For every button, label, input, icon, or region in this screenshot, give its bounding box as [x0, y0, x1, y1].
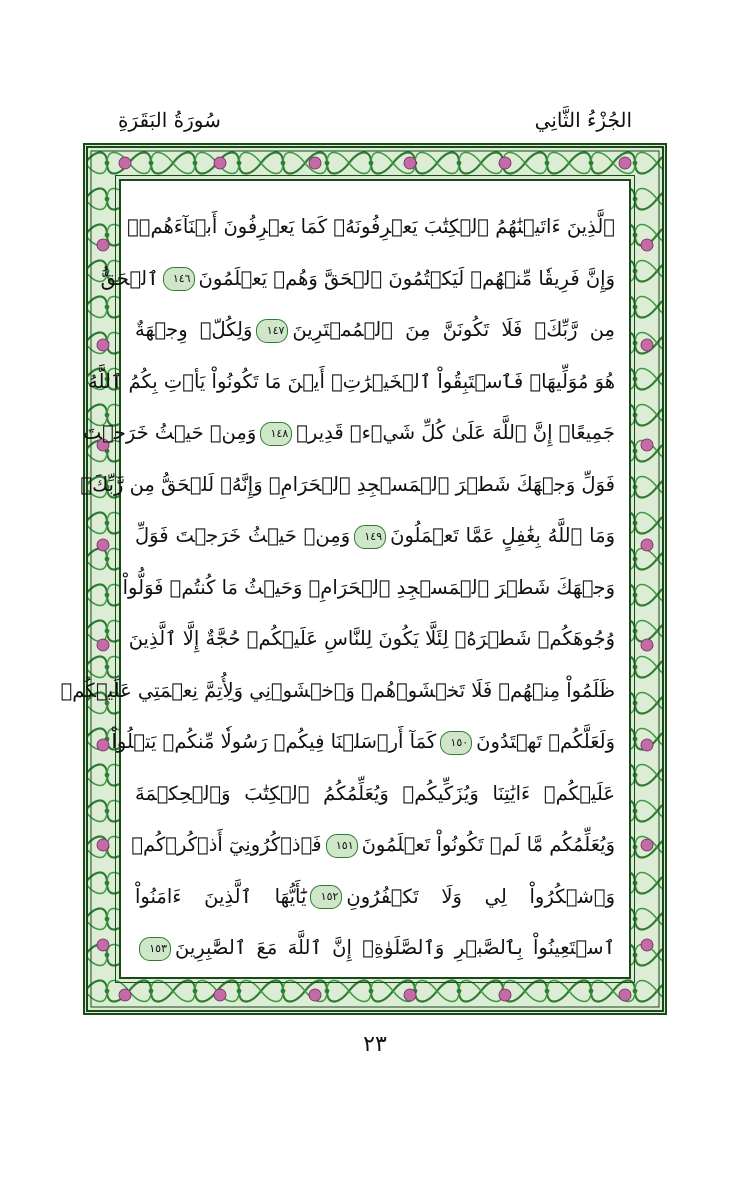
flower-right-6 — [641, 739, 653, 751]
verse-line — [88, 356, 615, 408]
verse-text: عَلَيۡكُمۡ ءَايَٰتِنَا وَيُزَكِّيكُمۡ وَيُعَلِّمُكُمُ ٱلۡكِتَٰبَ وَٱلۡحِكۡمَةَ — [135, 781, 615, 805]
flower-left-4 — [97, 539, 109, 551]
flower-top-3 — [309, 157, 321, 169]
verse-line — [122, 562, 615, 614]
verse-text: هُوَ مُوَلِّيهَاۖ فَٱسۡتَبِقُواْ ٱلۡخَيۡرَٰتِۚ أَيۡنَ مَا تَكُونُواْ يَأۡتِ بِكُمُ ٱللَّهُ — [88, 369, 615, 393]
verse-line — [100, 253, 615, 305]
page-number: ٢٣ — [363, 1032, 387, 1057]
juz-name: الجُزْءُ الثَّانِي — [534, 108, 632, 132]
flower-right-7 — [641, 839, 653, 851]
ayah-number-marker: ١٥١ — [326, 834, 358, 858]
flower-left-1 — [97, 239, 109, 251]
verse-text: ٱسۡتَعِينُواْ بِٱلصَّبۡرِ وَٱلصَّلَوٰةِۚ إِنَّ ٱللَّهَ مَعَ ٱلصَّٰبِرِينَ — [175, 936, 615, 959]
verse-text-continued: فَٱذۡكُرُونِيٓ أَذۡكُرۡكُمۡ — [131, 833, 322, 856]
ayah-number-marker: ١٤٧ — [256, 319, 288, 343]
ayah-number-marker: ١٥٢ — [310, 885, 342, 909]
verse-text: وَمَا ٱللَّهُ بِغَٰفِلٍ عَمَّا تَعۡمَلُونَ — [390, 524, 615, 547]
flower-right-2 — [641, 339, 653, 351]
flower-bottom-1 — [119, 989, 131, 1001]
flower-top-6 — [619, 157, 631, 169]
verse-text: مِن رَّبِّكَۖ فَلَا تَكُونَنَّ مِنَ ٱلۡمُمۡتَرِينَ — [292, 318, 615, 341]
verse-text-continued: وَمِنۡ حَيۡثُ خَرَجۡتَ — [82, 421, 257, 444]
verse-text-continued: وَلِكُلّٖ وِجۡهَةٌ — [135, 318, 253, 341]
flower-left-7 — [97, 839, 109, 851]
ayah-number-marker: ١٤٨ — [260, 422, 292, 446]
verse-line — [128, 613, 615, 665]
verse-line — [135, 768, 615, 820]
flower-right-3 — [641, 439, 653, 451]
ayah-number-marker: ١٥٣ — [139, 937, 171, 961]
ayah-number-marker: ١٤٦ — [163, 267, 195, 291]
verse-text: وَجۡهَكَ شَطۡرَ ٱلۡمَسۡجِدِ ٱلۡحَرَامِۚ وَحَيۡثُ مَا كُنتُمۡ فَوَلُّواْ — [122, 575, 615, 599]
verse-text-continued: ٱلۡحَقُّ — [100, 266, 159, 290]
flower-top-2 — [214, 157, 226, 169]
flower-bottom-3 — [309, 989, 321, 1001]
verse-line — [135, 510, 615, 562]
flower-right-4 — [641, 539, 653, 551]
verse-line — [135, 304, 615, 356]
flower-bottom-2 — [214, 989, 226, 1001]
flower-top-4 — [404, 157, 416, 169]
flower-bottom-6 — [619, 989, 631, 1001]
verse-text: وُجُوهَكُمۡ شَطۡرَهُۥ لِئَلَّا يَكُونَ لِلنَّاسِ عَلَيۡكُمۡ حُجَّةٌ إِلَّا ٱلَّذِينَ — [128, 627, 615, 650]
verse-text: جَمِيعًاۚ إِنَّ ٱللَّهَ عَلَىٰ كُلِّ شَيۡءٖ قَدِيرٞ — [296, 421, 615, 444]
flower-left-5 — [97, 639, 109, 651]
flower-top-1 — [119, 157, 131, 169]
verse-line — [131, 819, 615, 871]
verse-line — [111, 716, 615, 768]
verse-text: وَٱشۡكُرُواْ لِي وَلَا تَكۡفُرُونِ — [346, 884, 616, 908]
verse-line — [60, 665, 615, 717]
verse-line — [127, 201, 615, 253]
verse-text: ٱلَّذِينَ ءَاتَيۡنَٰهُمُ ٱلۡكِتَٰبَ يَعۡرِفُونَهُۥ كَمَا يَعۡرِفُونَ أَبۡنَآءَهُمۡۖ — [127, 215, 615, 238]
verse-line — [82, 407, 615, 459]
flower-bottom-4 — [404, 989, 416, 1001]
ayah-number-marker: ١٥٠ — [440, 731, 472, 755]
verse-text: وَإِنَّ فَرِيقٗا مِّنۡهُمۡ لَيَكۡتُمُونَ ٱلۡحَقَّ وَهُمۡ يَعۡلَمُونَ — [198, 266, 615, 290]
verse-line — [80, 459, 615, 511]
verse-text: وَيُعَلِّمُكُم مَّا لَمۡ تَكُونُواْ تَعۡلَمُونَ — [361, 833, 615, 856]
flower-top-5 — [499, 157, 511, 169]
page-header — [0, 108, 750, 142]
verse-text: فَوَلِّ وَجۡهَكَ شَطۡرَ ٱلۡمَسۡجِدِ ٱلۡحَرَامِۖ وَإِنَّهُۥ لَلۡحَقُّ مِن رَّبِّكَۗ — [80, 472, 615, 496]
flower-left-8 — [97, 939, 109, 951]
surah-name: سُورَةُ البَقَرَةِ — [118, 108, 221, 132]
verse-text-continued: وَمِنۡ حَيۡثُ خَرَجۡتَ فَوَلِّ — [135, 524, 351, 547]
verse-text: ظَلَمُواْ مِنۡهُمۡ فَلَا تَخۡشَوۡهُمۡ وَٱخۡشَوۡنِي وَلِأُتِمَّ نِعۡمَتِي عَلَيۡكُمۡ — [60, 678, 615, 702]
flower-right-8 — [641, 939, 653, 951]
verse-line — [135, 922, 615, 974]
verse-lines — [60, 201, 616, 974]
quran-text-panel — [60, 179, 631, 979]
verse-text-continued: يَٰٓأَيُّهَا ٱلَّذِينَ ءَامَنُواْ — [135, 884, 307, 908]
flower-left-6 — [97, 739, 109, 751]
flower-right-5 — [641, 639, 653, 651]
flower-bottom-5 — [499, 989, 511, 1001]
verse-text-continued: كَمَآ أَرۡسَلۡنَا فِيكُمۡ رَسُولٗا مِّنكُمۡ يَتۡلُواْ — [111, 730, 437, 753]
flower-left-2 — [97, 339, 109, 351]
verse-text: وَلَعَلَّكُمۡ تَهۡتَدُونَ — [476, 730, 615, 753]
flower-right-1 — [641, 239, 653, 251]
verse-line — [135, 871, 615, 923]
ayah-number-marker: ١٤٩ — [354, 525, 386, 549]
